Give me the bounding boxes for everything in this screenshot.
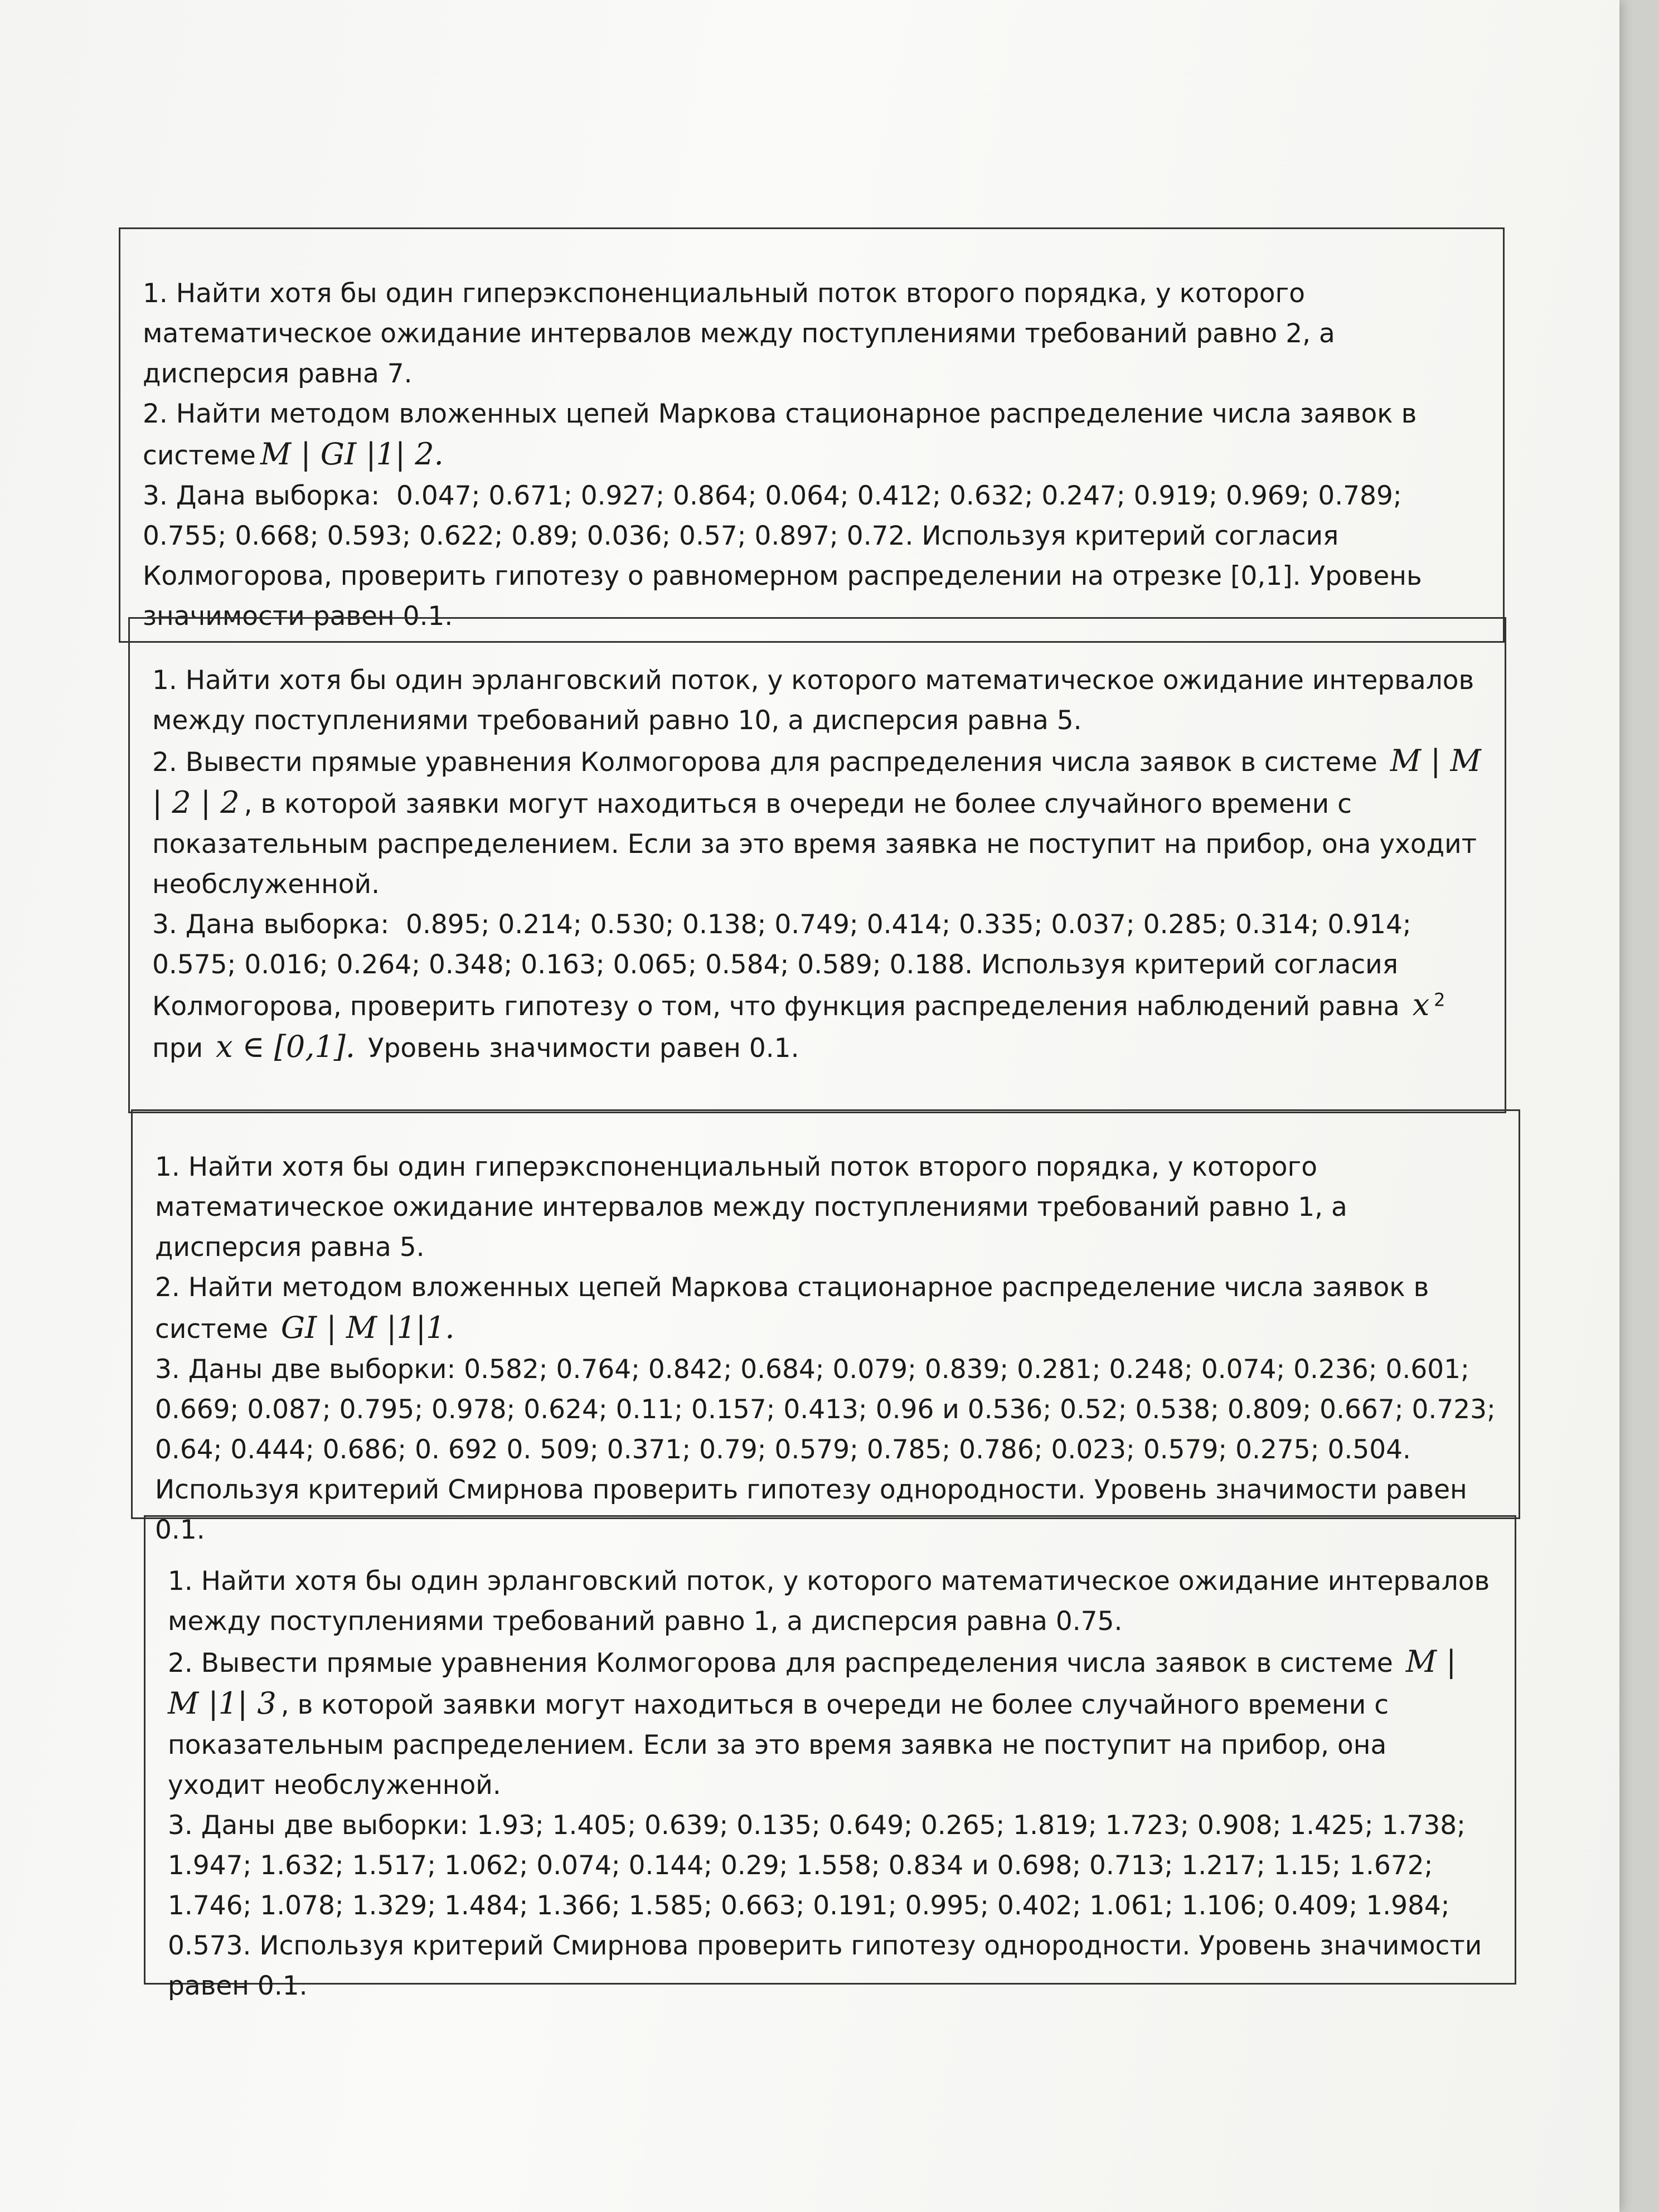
task-2-question-3 (152, 905, 1482, 1069)
task-4-question-2-text: 2. Вывести прямые уравнения Колмогорова для распределения числа заявок в системе (168, 1648, 1393, 1679)
task-2-question-3-exponent: 2 (1434, 989, 1445, 1011)
task-1-question-2-text: 2. Найти методом вложенных цепей Маркова стационарное распределение числа заявок в системе (143, 399, 1425, 471)
task-2-question-3-text: 3. Дана выборка: 0.895; 0.214; 0.530; 0.138; 0.749; 0.414; 0.335; 0.037; 0.285; 0.314; 0.914; 0.575; 0.016; 0.264; 0.348; 0.163; 0.065; 0.584; 0.589; 0.188. Используя критерий согласия Колмогорова, проверить гипотезу о том, что функция распределения наблюдений равна (152, 909, 1420, 1022)
task-2-question-2-formula: M | M | 2 | 2 (152, 743, 1491, 820)
task-2-question-3-formula-x: x (1412, 987, 1430, 1022)
task-4-question-2 (168, 1642, 1492, 1806)
task-2-question-3-mid: при (152, 1033, 203, 1064)
task-3-question-1: 1. Найти хотя бы один гиперэкспоненциальный поток второго порядка, у которого математическое ожидание интервалов между поступлениями требований равно 1, а дисперсия равна 5. (155, 1152, 1356, 1263)
task-2-question-3-end: Уровень значимости равен 0.1. (367, 1033, 799, 1064)
task-3-question-3: 3. Даны две выборки: 0.582; 0.764; 0.842; 0.684; 0.079; 0.839; 0.281; 0.248; 0.074; 0.236; 0.601; 0.669; 0.087; 0.795; 0.978; 0.624; 0.11; 0.157; 0.413; 0.96 и 0.536; 0.52; 0.538; 0.809; 0.667; 0.723; 0.64; 0.444; 0.686; 0. 692 0. 509; 0.371; 0.79; 0.579; 0.785; 0.786; 0.023; 0.579; 0.275; 0.504. Используя критерий Смирнова проверить гипотезу однородности. Уровень значимости равен 0.1. (155, 1354, 1504, 1545)
task-1-question-2 (143, 394, 1481, 476)
task-card-2 (128, 617, 1506, 1113)
task-2-question-1: 1. Найти хотя бы один эрланговский поток, у которого математическое ожидание интервалов между поступлениями требований равно 10, а дисперсия равна 5. (152, 665, 1483, 736)
task-1-question-1: 1. Найти хотя бы один гиперэкспоненциальный поток второго порядка, у которого математическое ожидание интервалов между поступлениями требований равно 2, а дисперсия равна 7. (143, 278, 1343, 389)
task-3-question-2 (155, 1268, 1496, 1350)
task-3-question-2-text: 2. Найти методом вложенных цепей Маркова стационарное распределение числа заявок в системе (155, 1272, 1438, 1345)
task-2-question-2-text: 2. Вывести прямые уравнения Колмогорова для распределения числа заявок в системе (152, 747, 1377, 778)
task-3-question-2-formula: GI | M |1|1. (280, 1310, 455, 1345)
task-4-question-2-formula: M | M |1| 3 (168, 1644, 1466, 1721)
task-1-question-2-formula: M | GI |1| 2. (260, 436, 444, 472)
task-2-question-2-rest: , в которой заявки могут находиться в очереди не более случайного времени с показательным распределением. Если за это время заявка не поступит на прибор, она уходит необслуженной. (152, 789, 1485, 900)
task-4-question-1: 1. Найти хотя бы один эрланговский поток, у которого математическое ожидание интервалов между поступлениями требований равно 1, а дисперсия равна 0.75. (168, 1566, 1498, 1637)
task-card-1 (119, 227, 1505, 643)
task-2-question-3-formula-interval: x ∈ [0,1]. (216, 1029, 355, 1064)
task-card-4 (144, 1515, 1516, 2001)
task-2-question-2 (152, 741, 1491, 905)
task-card-3 (131, 1109, 1520, 1545)
task-1-question-3: 3. Дана выборка: 0.047; 0.671; 0.927; 0.864; 0.064; 0.412; 0.632; 0.247; 0.919; 0.969; 0.789; 0.755; 0.668; 0.593; 0.622; 0.89; 0.036; 0.57; 0.897; 0.72. Используя критерий согласия Колмогорова, проверить гипотезу о равномерном распределении на отрезке [0,1]. Уровень значимости равен 0.1. (143, 481, 1430, 632)
task-4-question-2-rest: , в которой заявки могут находиться в очереди не более случайного времени с показательным распределением. Если за это время заявка не поступит на прибор, она уходит необслуженной. (168, 1690, 1398, 1801)
task-4-question-3: 3. Даны две выборки: 1.93; 1.405; 0.639; 0.135; 0.649; 0.265; 1.819; 1.723; 0.908; 1.425; 1.738; 1.947; 1.632; 1.517; 1.062; 0.074; 0.144; 0.29; 1.558; 0.834 и 0.698; 0.713; 1.217; 1.15; 1.672; 1.746; 1.078; 1.329; 1.484; 1.366; 1.585; 0.663; 0.191; 0.995; 0.402; 1.061; 1.106; 0.409; 1.984; 0.573. Используя критерий Смирнова проверить гипотезу однородности. Уровень значимости равен 0.1. (168, 1810, 1491, 2001)
